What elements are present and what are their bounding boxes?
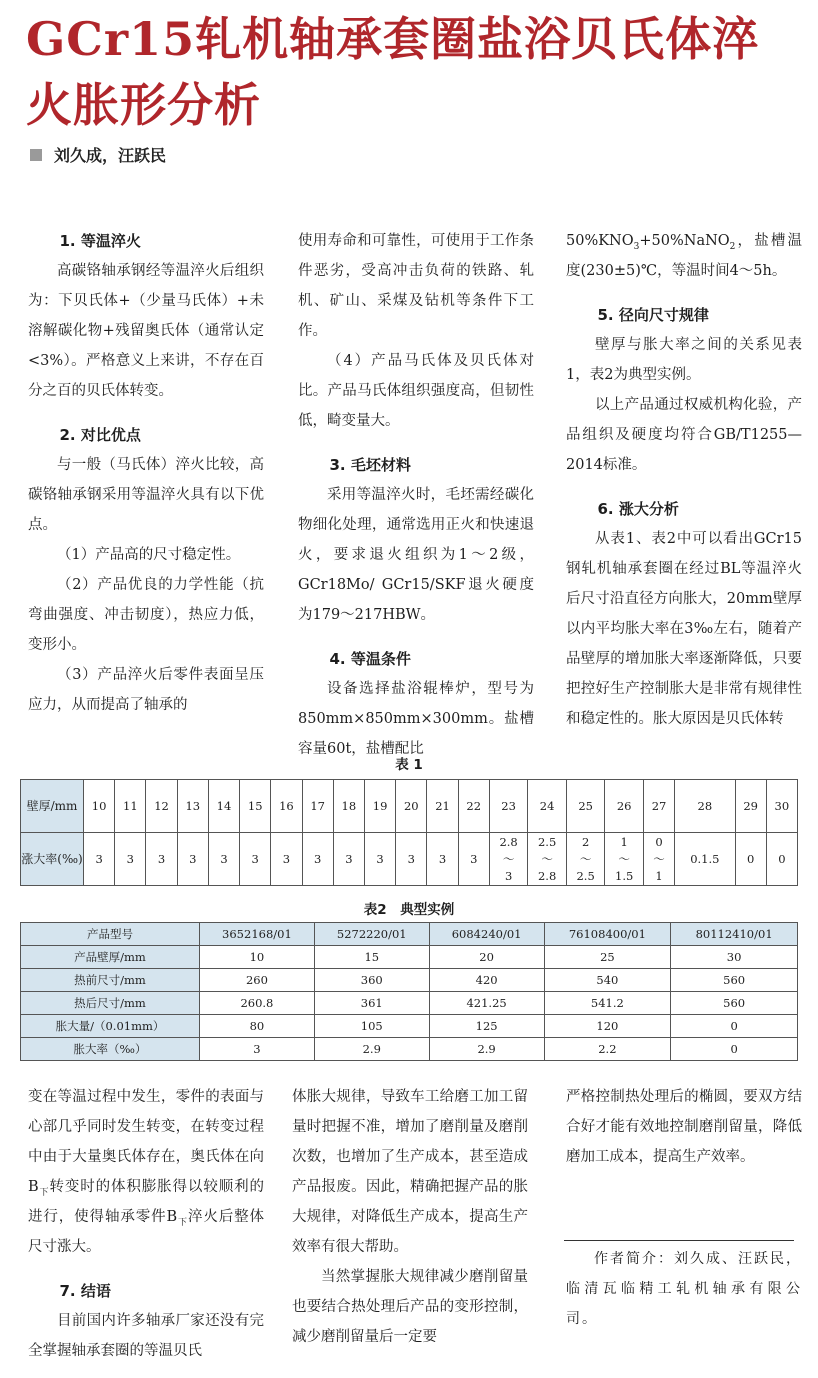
row-header: 涨大率(‰) xyxy=(21,833,84,886)
rate-cell xyxy=(643,833,674,886)
text-run: 变在等温过程中发生，零件的表面与心部几乎同时发生转变，在转变过程中由于大量奥氏体存在，奥氏体在向B xyxy=(28,1089,264,1195)
rate-cell xyxy=(458,833,489,886)
column-header: 6084240/01 xyxy=(429,923,544,946)
rate-value: 3 xyxy=(470,852,478,866)
table-cell: 560 xyxy=(671,992,798,1015)
table-cell: 360 xyxy=(314,969,429,992)
row-label: 热前尺寸/mm xyxy=(21,969,200,992)
thickness-cell: 15 xyxy=(240,780,271,833)
paragraph: 高碳铬轴承钢经等温淬火后组织为：下贝氏体+（少量马氏体）+未溶解碳化物+残留奥氏体（通常认定<3%）。严格意义上来讲，不存在百分之百的贝氏体转变。 xyxy=(28,263,264,399)
table-cell: 541.2 xyxy=(544,992,671,1015)
table-1-caption: 表 1 xyxy=(395,757,423,773)
rate-cell xyxy=(84,833,115,886)
thickness-cell: 17 xyxy=(302,780,333,833)
author-names: 刘久成，汪跃民 xyxy=(54,146,167,165)
rate-cell xyxy=(146,833,177,886)
table-cell: 120 xyxy=(544,1015,671,1038)
table-cell: 0 xyxy=(671,1015,798,1038)
row-label: 胀大率（‰） xyxy=(21,1038,200,1061)
column-5 xyxy=(292,1082,528,1352)
table-cell: 15 xyxy=(314,946,429,969)
rate-value: 3 xyxy=(313,852,322,866)
section-heading-4: 4. 等温条件 xyxy=(329,650,411,668)
thickness-cell: 19 xyxy=(364,780,395,833)
paragraph-continued: 体胀大规律，导致车工给磨工加工留量时把握不准，增加了磨削量及磨削次数，也增加了生产成本，甚至造成产品报废。因此，精确把握产品的胀大规律，对降低生产成本，提高生产效率有很大帮助。 xyxy=(292,1089,528,1255)
rate-value: 3 xyxy=(251,852,259,866)
rate-cell xyxy=(489,833,528,886)
table-row xyxy=(21,969,798,992)
paragraph-continued: 严格控制热处理后的椭圆，要双方结合好才能有效地控制磨削留量，降低磨加工成本，提高生产效率。 xyxy=(566,1089,802,1165)
rate-value: ～ xyxy=(618,851,630,866)
rate-value: 3 xyxy=(407,852,415,866)
rate-value: 0 xyxy=(746,852,755,866)
rate-value: 3 xyxy=(95,852,103,866)
thickness-cell: 18 xyxy=(333,780,364,833)
table-row xyxy=(21,946,798,969)
paragraph: （2）产品优良的力学性能（抗弯曲强度、冲击韧度），热应力低，变形小。 xyxy=(28,577,264,653)
text-run: 50%KNO xyxy=(566,233,634,249)
rate-value: 3 xyxy=(220,852,228,866)
rate-cell xyxy=(177,833,208,886)
rate-value: 2.5 xyxy=(576,868,595,883)
rate-cell xyxy=(271,833,302,886)
column-6 xyxy=(566,1082,802,1172)
thickness-cell: 12 xyxy=(146,780,177,833)
table-2-caption: 表2 典型实例 xyxy=(363,902,455,918)
rate-cell xyxy=(766,833,797,886)
thickness-cell: 25 xyxy=(566,780,605,833)
column-header: 80112410/01 xyxy=(671,923,798,946)
rate-value: 3 xyxy=(438,852,447,866)
rate-cell xyxy=(396,833,427,886)
thickness-cell: 26 xyxy=(605,780,644,833)
thickness-cell: 23 xyxy=(489,780,528,833)
footnote-divider xyxy=(564,1240,794,1241)
paragraph: 从表1、表2中可以看出GCr15钢轧机轴承套圈在经过BL等温淬火后尺寸沿直径方向胀大，20mm壁厚以内平均胀大率在3‰左右，随着产品壁厚的增加胀大率逐渐降低，只要把控好生产控制胀大是非常有规律性和稳定性的。胀大原因是贝氏体转 xyxy=(566,531,802,727)
section-heading-3: 3. 毛坯材料 xyxy=(329,456,411,474)
section-heading-1: 1. 等温淬火 xyxy=(59,232,141,250)
author-bio: 作者简介：刘久成、汪跃民，临清瓦临精工轧机轴承有限公司。 xyxy=(566,1251,802,1327)
table-row xyxy=(21,1038,798,1061)
thickness-cell: 11 xyxy=(115,780,146,833)
column-2 xyxy=(298,226,534,764)
text-run: 淬火后整体尺寸涨大。 xyxy=(28,1209,264,1255)
article-title: GCr15轧机轴承套圈盐浴贝氏体淬火胀形分析 xyxy=(26,12,760,132)
rate-value: 2 xyxy=(581,834,590,849)
column-header: 产品型号 xyxy=(21,923,200,946)
rate-value: 3 xyxy=(345,852,353,866)
square-bullet-icon xyxy=(30,149,42,161)
thickness-cell: 30 xyxy=(766,780,797,833)
thickness-cell: 28 xyxy=(675,780,735,833)
rate-value: 3 xyxy=(376,852,384,866)
rate-cell xyxy=(240,833,271,886)
text-run: ，盐槽温度(230±5)℃，等温时间4～5h。 xyxy=(566,233,802,279)
thickness-cell: 24 xyxy=(528,780,567,833)
table-cell: 2.9 xyxy=(314,1038,429,1061)
table-row-rate xyxy=(21,833,798,886)
subscript: 2 xyxy=(729,241,736,252)
text-run: 转变时的体积膨胀得以较顺利的进行，使得轴承零件B xyxy=(28,1179,264,1225)
rate-cell xyxy=(605,833,644,886)
rate-cell xyxy=(115,833,146,886)
paragraph-continued xyxy=(28,1082,264,1262)
author-note xyxy=(566,1244,802,1334)
table-cell: 2.9 xyxy=(429,1038,544,1061)
column-header: 3652168/01 xyxy=(200,923,315,946)
row-label: 产品壁厚/mm xyxy=(21,946,200,969)
rate-value: 1.5 xyxy=(615,868,634,883)
paragraph: 以上产品通过权威机构化验，产品组织及硬度均符合GB/T1255—2014标准。 xyxy=(566,397,802,473)
rate-value: 3 xyxy=(504,868,513,883)
paragraph: 设备选择盐浴辊棒炉，型号为850mm×850mm×300mm。盐槽容量60t，盐槽配比 xyxy=(298,681,534,757)
table-cell: 3 xyxy=(200,1038,315,1061)
column-3 xyxy=(566,226,802,734)
rate-cell xyxy=(333,833,364,886)
paragraph: 目前国内许多轴承厂家还没有完全掌握轴承套圈的等温贝氏 xyxy=(28,1313,264,1359)
section-heading-6: 6. 涨大分析 xyxy=(597,500,679,518)
paragraph: 采用等温淬火时，毛坯需经碳化物细化处理，通常选用正火和快速退火，要求退火组织为1～2级，GCr18Mo/ GCr15/SKF退火硬度为179～217HBW。 xyxy=(298,487,534,623)
paragraph: （1）产品高的尺寸稳定性。 xyxy=(57,547,241,563)
text-run: +50%NaNO xyxy=(639,233,730,249)
paragraph: 当然掌握胀大规律减少磨削留量也要结合热处理后产品的变形控制，减少磨削留量后一定要 xyxy=(292,1269,528,1345)
paragraph: 与一般（马氏体）淬火比较，高碳铬轴承钢采用等温淬火具有以下优点。 xyxy=(28,457,264,533)
table-cell: 560 xyxy=(671,969,798,992)
thickness-cell: 27 xyxy=(643,780,674,833)
thickness-cell: 14 xyxy=(208,780,239,833)
table-row xyxy=(21,992,798,1015)
paragraph-continued xyxy=(566,226,802,286)
rate-value: 2.8 xyxy=(537,868,557,883)
table-2 xyxy=(20,922,798,1061)
rate-value: 2.5 xyxy=(537,834,557,849)
rate-value: 0 xyxy=(778,852,786,866)
table-cell: 260.8 xyxy=(200,992,315,1015)
rate-cell xyxy=(208,833,239,886)
column-1 xyxy=(28,226,264,720)
table-cell: 0 xyxy=(671,1038,798,1061)
rate-value: 1 xyxy=(620,834,628,849)
table-cell: 80 xyxy=(200,1015,315,1038)
rate-value: 3 xyxy=(126,852,134,866)
rate-cell xyxy=(675,833,735,886)
table-cell: 420 xyxy=(429,969,544,992)
table-cell: 361 xyxy=(314,992,429,1015)
table-cell: 540 xyxy=(544,969,671,992)
thickness-cell: 22 xyxy=(458,780,489,833)
table-header-row xyxy=(21,923,798,946)
rate-value: 2.8 xyxy=(499,834,518,849)
rate-value: ～ xyxy=(579,851,592,866)
section-heading-5: 5. 径向尺寸规律 xyxy=(597,306,709,324)
rate-value: 0.1.5 xyxy=(690,852,720,866)
subscript: 下 xyxy=(177,1217,188,1228)
row-label: 胀大量/（0.01mm） xyxy=(21,1015,200,1038)
paragraph: （4）产品马氏体及贝氏体对比。产品马氏体组织强度高，但韧性低，畸变量大。 xyxy=(298,353,534,429)
rate-value: 3 xyxy=(189,852,197,866)
table-1 xyxy=(20,779,798,886)
section-heading-7: 7. 结语 xyxy=(59,1282,111,1300)
row-header: 壁厚/mm xyxy=(21,780,84,833)
row-label: 热后尺寸/mm xyxy=(21,992,200,1015)
table-cell: 105 xyxy=(314,1015,429,1038)
table-cell: 10 xyxy=(200,946,315,969)
thickness-cell: 20 xyxy=(396,780,427,833)
thickness-cell: 16 xyxy=(271,780,302,833)
rate-value: ～ xyxy=(502,851,515,866)
table-cell: 421.25 xyxy=(429,992,544,1015)
paragraph: 壁厚与胀大率之间的关系见表1，表2为典型实例。 xyxy=(566,337,802,383)
rate-cell xyxy=(302,833,333,886)
rate-value: 3 xyxy=(157,852,166,866)
rate-value: 1 xyxy=(655,868,663,883)
thickness-cell: 13 xyxy=(177,780,208,833)
section-heading-2: 2. 对比优点 xyxy=(59,426,141,444)
table-row-thickness xyxy=(21,780,798,833)
rate-cell xyxy=(566,833,605,886)
table-cell: 260 xyxy=(200,969,315,992)
rate-value: 0 xyxy=(655,834,663,849)
subscript: 下 xyxy=(38,1187,50,1198)
rate-cell xyxy=(364,833,395,886)
byline xyxy=(30,143,166,166)
paragraph-continued: 使用寿命和可靠性，可使用于工作条件恶劣，受高冲击负荷的铁路、轧机、矿山、采煤及钻机等条件下工作。 xyxy=(298,233,534,339)
thickness-cell: 21 xyxy=(427,780,458,833)
table-cell: 30 xyxy=(671,946,798,969)
rate-cell xyxy=(427,833,458,886)
table-cell: 20 xyxy=(429,946,544,969)
column-header: 76108400/01 xyxy=(544,923,671,946)
subscript: 3 xyxy=(633,241,640,252)
table-cell: 2.2 xyxy=(544,1038,671,1061)
thickness-cell: 29 xyxy=(735,780,766,833)
thickness-cell: 10 xyxy=(84,780,115,833)
rate-cell xyxy=(528,833,567,886)
paragraph: （3）产品淬火后零件表面呈压应力，从而提高了轴承的 xyxy=(28,667,264,713)
table-cell: 125 xyxy=(429,1015,544,1038)
table-row xyxy=(21,1015,798,1038)
table-cell: 25 xyxy=(544,946,671,969)
column-4 xyxy=(28,1082,264,1366)
rate-value: 3 xyxy=(282,852,291,866)
column-header: 5272220/01 xyxy=(314,923,429,946)
rate-value: ～ xyxy=(541,851,553,866)
rate-value: ～ xyxy=(653,851,665,866)
rate-cell xyxy=(735,833,766,886)
